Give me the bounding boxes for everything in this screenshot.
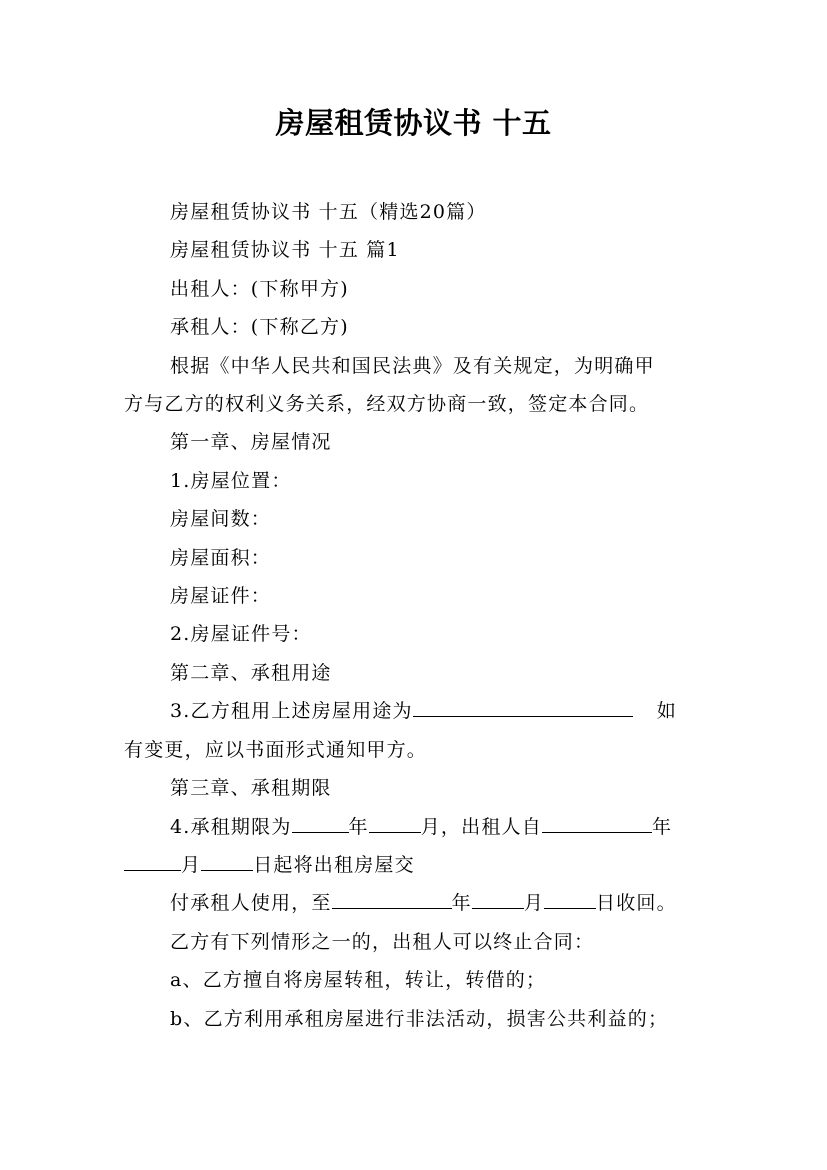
chapter-3-heading: 第三章、承租期限 — [170, 777, 332, 800]
clause-term-end-day: 日收回。 — [596, 892, 677, 915]
document-title: 房屋租赁协议书 十五 — [275, 106, 552, 140]
clause-term-end-month: 月 — [523, 892, 545, 915]
paragraph-preamble-line1: 根据《中华人民共和国民法典》及有关规定，为明确甲 — [170, 354, 655, 377]
term-years-blank — [292, 812, 349, 833]
clause-term-until: 付承租人使用，至 — [170, 892, 332, 915]
clause-certificate-number: 2.房屋证件号： — [170, 623, 312, 646]
clause-termination-b: b、乙方利用承租房屋进行非法活动，损害公共利益的； — [170, 1007, 669, 1030]
paragraph-collection-title: 房屋租赁协议书 十五（精选20篇） — [170, 201, 487, 223]
clause-termination-a: a、乙方擅自将房屋转租，转让，转借的； — [170, 969, 547, 992]
clause-usage-if: 如 — [656, 700, 677, 723]
clause-term-start-month: 月 — [181, 853, 202, 876]
clause-term-month-from: 月，出租人自 — [420, 815, 542, 838]
paragraph-article-heading: 房屋租赁协议书 十五 篇1 — [170, 239, 400, 262]
clause-term-line3 — [124, 884, 714, 922]
term-months-blank — [369, 812, 421, 833]
chapter-2-heading: 第二章、承租用途 — [170, 661, 332, 684]
clause-term-start-year: 年 — [651, 815, 673, 838]
usage-blank — [413, 696, 633, 717]
start-month-blank — [124, 850, 181, 871]
clause-usage-line2: 有变更，应以书面形式通知甲方。 — [124, 738, 428, 761]
clause-house-certificate: 房屋证件： — [170, 585, 272, 608]
paragraph-lessee: 承租人：(下称乙方) — [170, 316, 349, 339]
clause-term-line2 — [124, 846, 714, 884]
clause-room-count: 房屋间数： — [170, 508, 272, 531]
clause-usage-line1 — [124, 692, 714, 730]
clause-usage-text: 3.乙方租用上述房屋用途为 — [170, 700, 413, 723]
clause-term-text: 4.承租期限为 — [170, 815, 292, 838]
chapter-1-heading: 第一章、房屋情况 — [170, 431, 332, 454]
clause-term-end-year: 年 — [451, 892, 472, 915]
paragraph-lessor: 出租人：(下称甲方) — [170, 277, 349, 300]
clause-term-line1 — [124, 808, 714, 846]
clause-house-location: 1.房屋位置： — [170, 469, 292, 492]
clause-term-year: 年 — [348, 815, 369, 838]
clause-house-area: 房屋面积： — [170, 546, 272, 569]
start-day-blank — [201, 850, 253, 871]
paragraph-preamble-line2: 方与乙方的权利义务关系，经双方协商一致，签定本合同。 — [124, 393, 650, 416]
clause-term-deliver: 日起将出租房屋交 — [253, 853, 415, 876]
end-year-blank — [332, 888, 452, 909]
clause-termination-intro: 乙方有下列情形之一的，出租人可以终止合同： — [170, 930, 595, 953]
start-year-blank — [542, 812, 652, 833]
end-month-blank — [472, 888, 524, 909]
document-body — [124, 193, 714, 1038]
end-day-blank — [544, 888, 596, 909]
